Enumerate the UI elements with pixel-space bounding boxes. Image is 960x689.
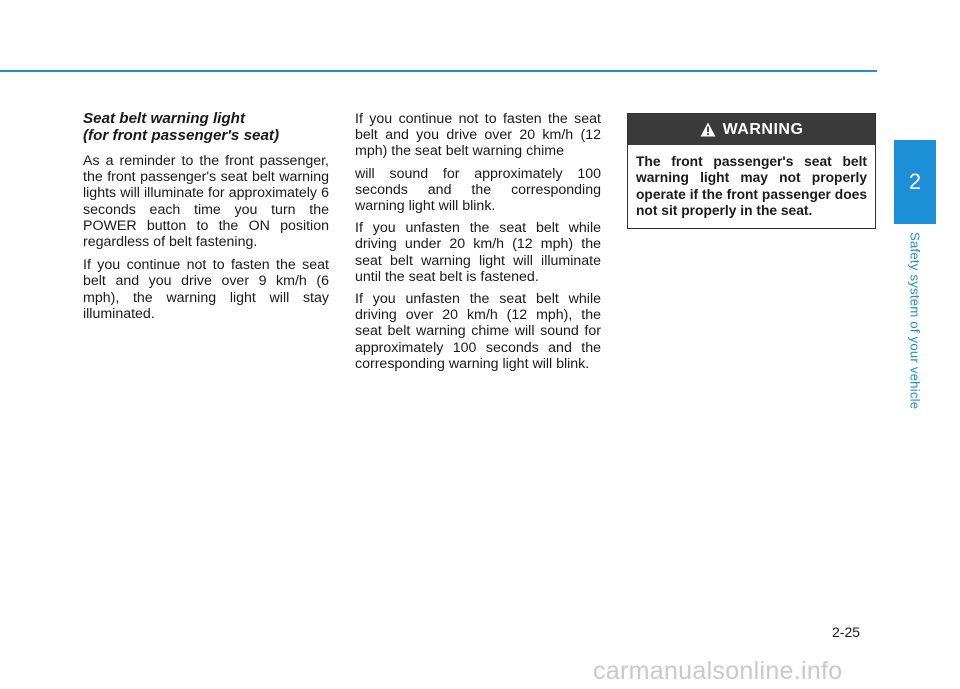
warning-text: The front passenger's seat belt warning light may not properly operate if the front passenger does not sit properly in the seat. — [636, 154, 867, 219]
warning-box — [627, 113, 876, 229]
paragraph: As a reminder to the front passenger, the front passenger's seat belt warning lights will illuminate for approximately 6 seconds each time you turn the POWER button to the ON position regardless of belt fastening. — [83, 153, 329, 251]
warning-header — [628, 114, 875, 145]
paragraph: If you continue not to fasten the seat belt and you drive over 9 km/h (6 mph), the warning light will stay illuminated. — [83, 257, 329, 322]
warning-triangle-icon — [700, 122, 716, 137]
paragraph: If you continue not to fasten the seat belt and you drive over 20 km/h (12 mph) the seat belt warning chime — [355, 111, 601, 160]
header-rule — [0, 70, 877, 72]
chapter-number: 2 — [894, 140, 936, 224]
warning-title: WARNING — [722, 120, 804, 138]
paragraph: If you unfasten the seat belt while driving under 20 km/h (12 mph) the seat belt warning light will illuminate until the seat belt is fastened. — [355, 220, 601, 285]
chapter-title — [894, 232, 936, 410]
heading-line-2: (for front passenger's seat) — [83, 127, 280, 144]
paragraph: will sound for approximately 100 seconds and the corresponding warning light will blink. — [355, 165, 601, 215]
middle-column — [355, 111, 601, 378]
watermark: carmanualsonline.info — [593, 657, 843, 685]
heading-line-1: Seat belt warning light — [83, 110, 246, 127]
left-column — [83, 110, 329, 329]
chapter-side-tab — [894, 140, 936, 410]
chapter-title-text: Safety system of your vehicle — [907, 232, 923, 410]
paragraph: If you unfasten the seat belt while driving over 20 km/h (12 mph), the seat belt warning chime will sound for approximately 100 seconds and the corresponding warning light will blink. — [355, 291, 601, 372]
page-number: 2-25 — [832, 624, 861, 640]
section-heading — [83, 110, 329, 144]
